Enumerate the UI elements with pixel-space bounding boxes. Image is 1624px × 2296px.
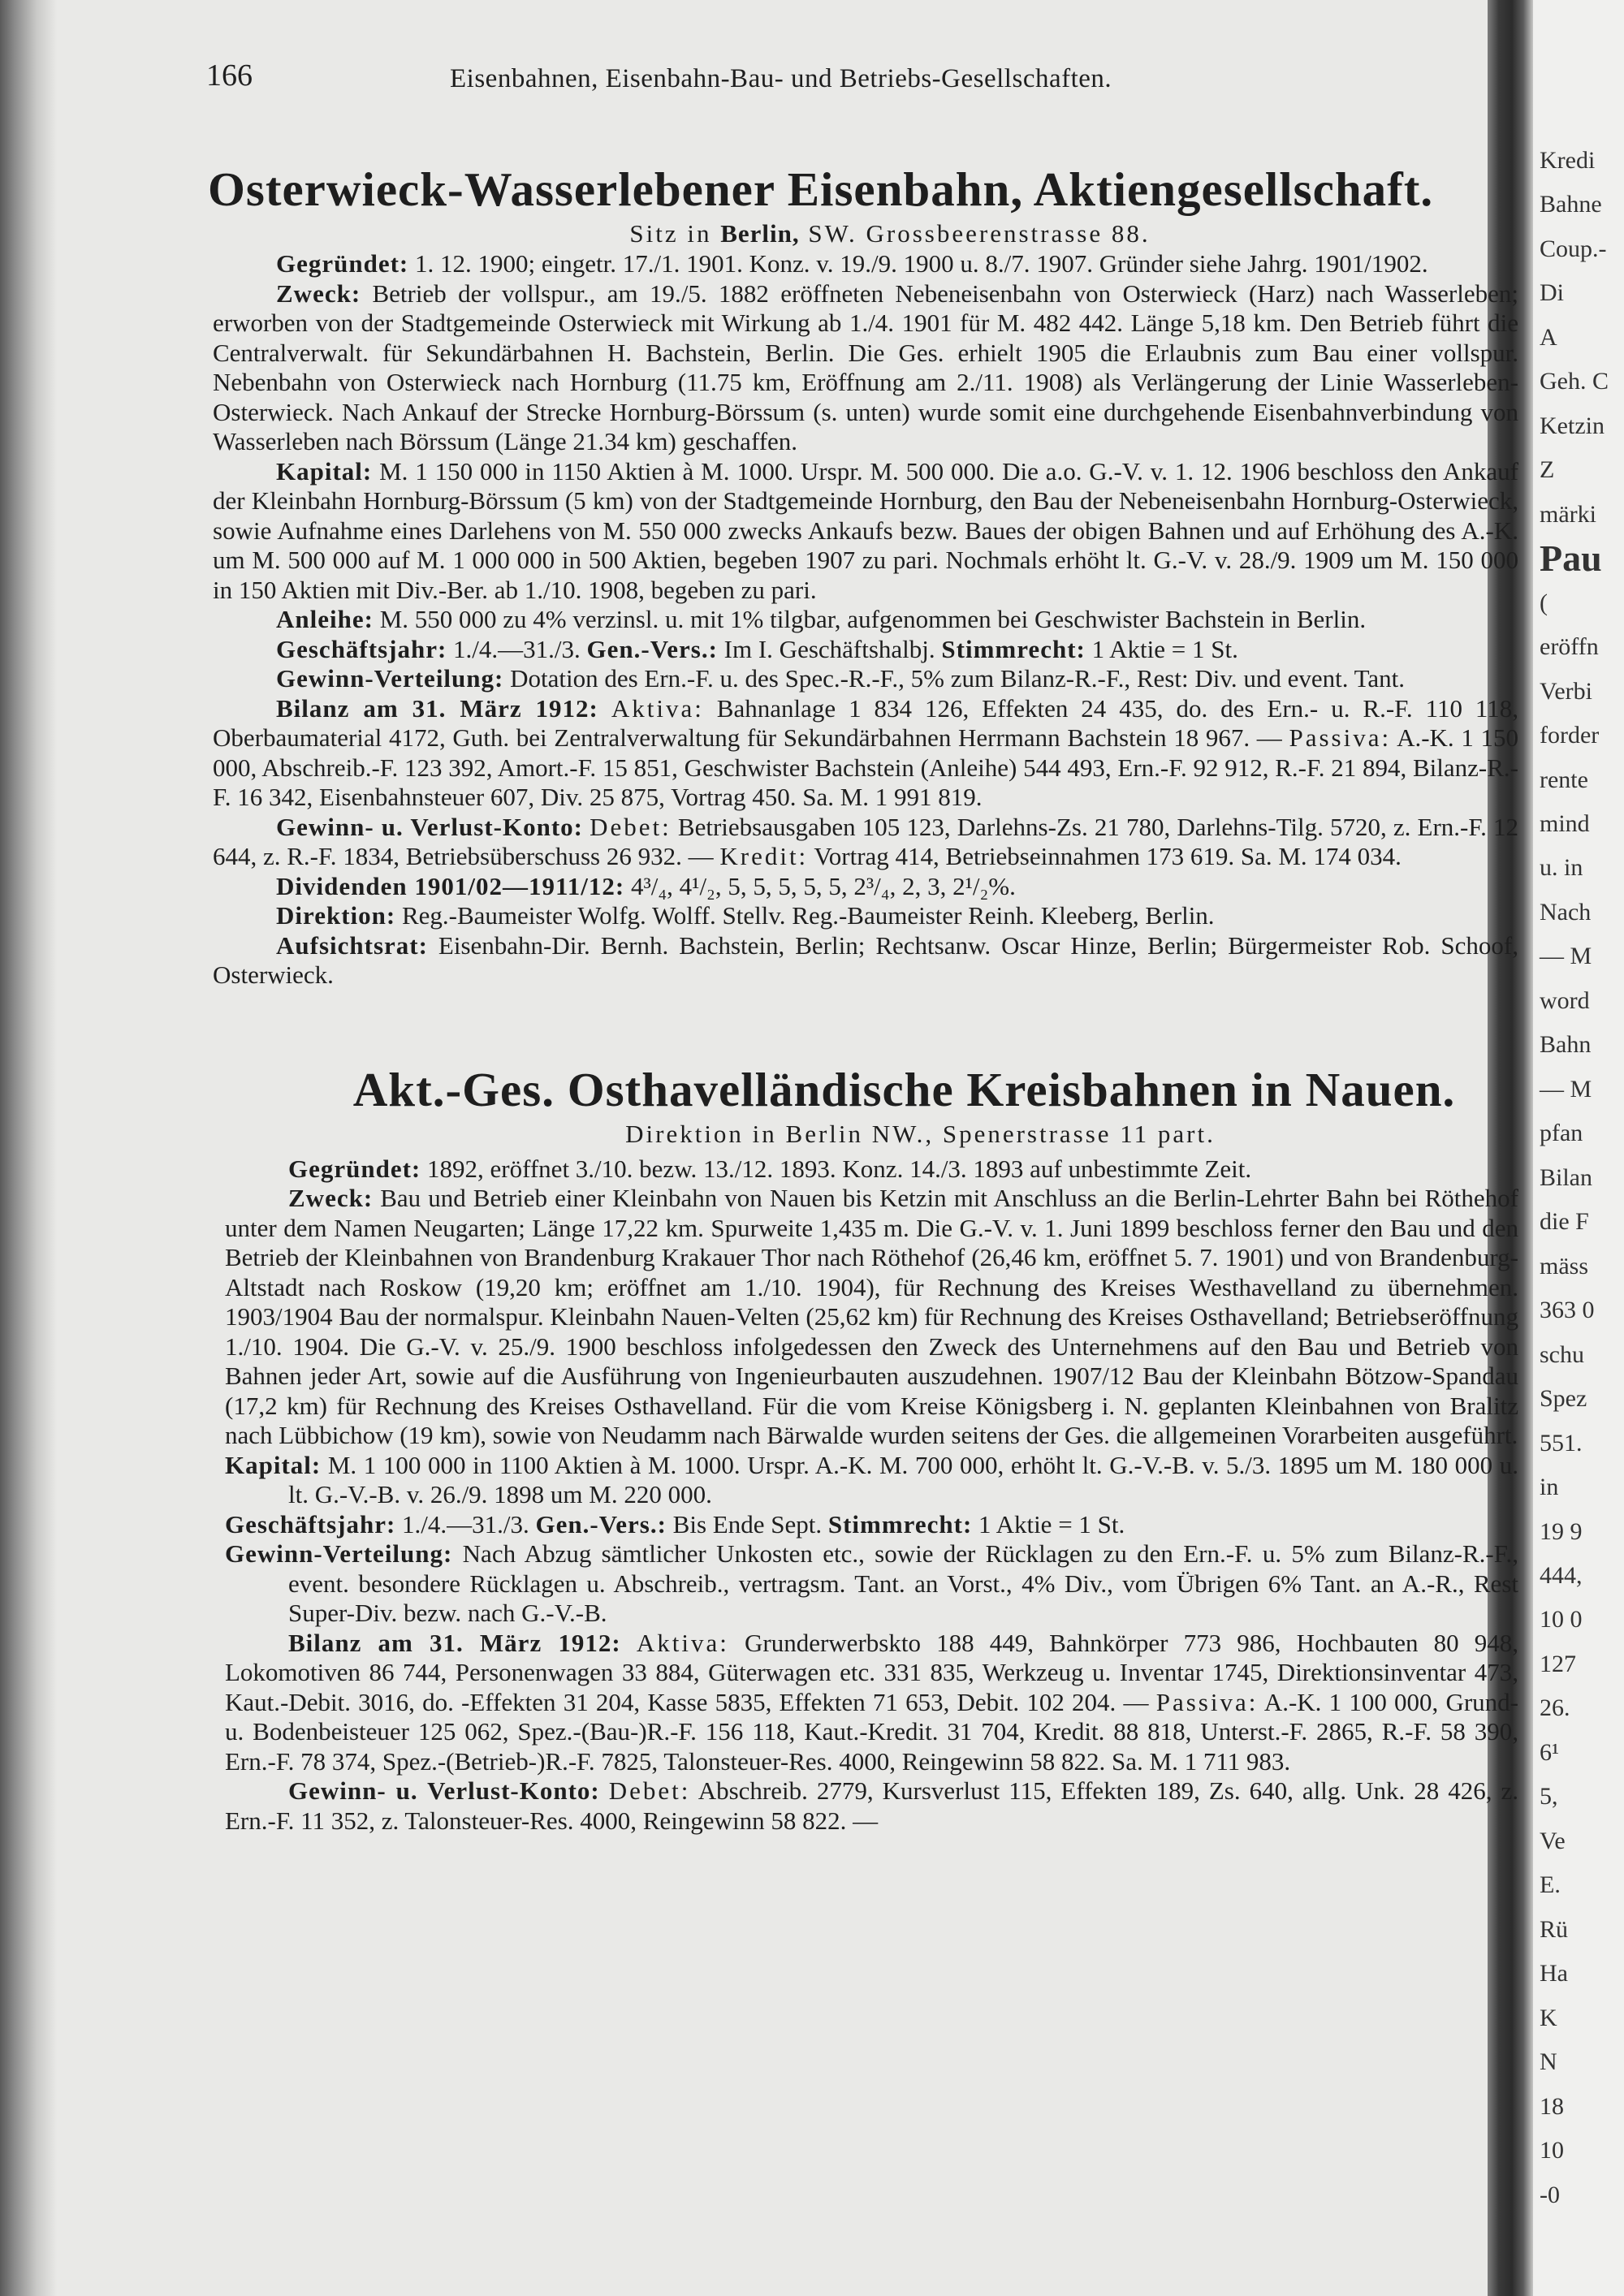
assets-label: Aktiva:: [611, 693, 704, 723]
facing-page-fragment: — M: [1540, 943, 1592, 969]
facing-page-fragment: Rü: [1540, 1916, 1569, 1943]
facing-page-fragment: Di: [1540, 279, 1564, 306]
fiscal-year-label: Geschäftsjahr:: [276, 634, 447, 663]
purpose-label: Zweck:: [288, 1184, 374, 1212]
facing-page-fragment: Ve: [1540, 1828, 1566, 1854]
profit-distribution-label: Gewinn-Verteilung:: [225, 1539, 453, 1568]
facing-page-fragment: märki: [1540, 501, 1596, 528]
supervisory-board-text: Eisenbahn-Dir. Bernh. Bachstein, Berlin; Rechtsanw. Oscar Hinze, Berlin; Bürgermeister Rob. Schoof, Osterwieck.: [213, 930, 1518, 989]
facing-page-fragment: Z: [1540, 456, 1555, 483]
facing-page-fragment: Nach: [1540, 899, 1592, 926]
company-entry-osthavelland: [225, 1060, 1518, 1836]
facing-page: [1533, 0, 1624, 2296]
running-head: [206, 58, 1518, 101]
company-title: Osterwieck-Wasserlebener Eisenbahn, Aktiengesellschaft.: [208, 162, 1434, 216]
purpose-label: Zweck:: [276, 278, 361, 308]
facing-page-fragment: 363 0: [1540, 1297, 1595, 1323]
loan-paragraph: [213, 605, 1518, 635]
facing-page-fragment: 19 9: [1540, 1518, 1583, 1545]
facing-page-fragment: die F: [1540, 1208, 1589, 1235]
balance-sheet-label: Bilanz am 31. März 1912:: [288, 1628, 621, 1657]
profit-loss-paragraph: [213, 813, 1518, 872]
facing-page-fragment: N: [1540, 2048, 1557, 2075]
profit-distribution-text: Nach Abzug sämtlicher Unkosten etc., sowie der Rücklagen zu den Ern.-F. u. 5% zum Bilanz-R.-F., event. besondere Rücklagen u. Abschreib., vertragsm. Tant. an Vorst., 4% Div., vom Übrigen 6% Tant. an A.-R., Rest Super-Div. bezw. nach G.-V.-B.: [288, 1539, 1518, 1627]
profit-loss-paragraph: [225, 1776, 1518, 1836]
debit-label: Debet:: [608, 1776, 691, 1805]
facing-page-fragment: E.: [1540, 1871, 1561, 1898]
facing-page-fragment: Bahne: [1540, 191, 1602, 218]
debit-text: Abschreib. 2779, Kursverlust 115, Effekten 189, Zs. 640, allg. Unk. 28 426, z. Ern.-F. 11 352, z. Talonsteuer-Res. 4000, Reingewinn 58 822. —: [225, 1776, 1519, 1835]
dividends-paragraph: [213, 872, 1518, 902]
purpose-paragraph: [225, 1184, 1518, 1451]
fiscal-year-paragraph: [225, 1510, 1518, 1540]
profit-loss-label: Gewinn- u. Verlust-Konto:: [276, 812, 583, 841]
liabilities-text: A.-K. 1 100 000, Grund- u. Bodenbeisteuer 125 062, Spez.-(Bau-)R.-F. 156 118, Kaut.-Kredit. 31 704, Kredit. 88 818, Unterst.-F. 2865, R.-F. 58 390, Ern.-F. 78 374, Spez.-(Betrieb-)R.-F. 7825, Talonsteuer-Res. 4000, Reingewinn 58 822. Sa. M. 1 711 983.: [225, 1687, 1518, 1776]
supervisory-board-paragraph: [213, 931, 1518, 990]
profit-distribution-paragraph: [225, 1539, 1518, 1629]
voting-right-label: Stimmrecht:: [941, 634, 1086, 663]
liabilities-label: Passiva:: [1155, 1687, 1259, 1716]
general-meeting-text: Im I. Geschäftshalbj.: [723, 634, 935, 663]
liabilities-text: A.-K. 1 150 000, Abschreib.-F. 123 392, Amort.-F. 15 851, Geschwister Bachstein (Anleihe) 544 493, Ern.-F. 92 912, R.-F. 21 894, Bilanz-R.-F. 16 342, Eisenbahnsteuer 607, Div. 25 875, Vortrag 450. Sa. M. 1 991 819.: [213, 723, 1518, 811]
seat-prefix: Sitz in: [629, 219, 712, 248]
capital-text: M. 1 150 000 in 1150 Aktien à M. 1000. Urspr. M. 500 000. Die a.o. G.-V. v. 1. 12. 1906 beschloss den Ankauf der Kleinbahn Hornburg-Börssum (5 km) von der Stadtgemeinde Hornburg, den Bau der Nebeneisenbahn Hornburg-Osterwieck, sowie Aufnahme eines Darlehens von M. 550 000 zwecks Ankaufs bezw. Baues der obigen Bahnen und auf Erhöhung des A.-K. um M. 500 000 auf M. 1 000 000 in 500 Aktien, begeben 1907 zu pari. Nochmals erhöht lt. G.-V. v. 28./9. 1909 um M. 150 000 in 150 Aktien mit Div.-Ber. ab 1./10. 1908, begeben zu pari.: [213, 456, 1518, 604]
credit-text: Vortrag 414, Betriebseinnahmen 173 619. Sa. M. 174 034.: [814, 842, 1402, 870]
facing-page-fragment: pfan: [1540, 1120, 1583, 1146]
facing-page-fragment: — M: [1540, 1076, 1592, 1103]
purpose-text: Betrieb der vollspur., am 19./5. 1882 eröffneten Nebeneisenbahn von Osterwieck (Harz) nach Wasserleben; erworben von der Stadtgemeinde Osterwieck mit Wirkung ab 1./4. 1901 für M. 482 442. Länge 5,18 km. Den Betrieb führt die Centralverwalt. für Sekundärbahnen H. Bachstein, Berlin. Die Ges. erhielt 1905 die Erlaubnis zum Bau einer vollspur. Nebenbahn von Osterwieck nach Hornburg (11.75 km, Eröffnung am 2./11. 1908) als Verlängerung der Linie Wasserleben-Osterwieck. Nach Ankauf der Strecke Hornburg-Börssum (s. unten) wurde somit eine durchgehende Eisenbahnverbindung von Wasserleben nach Börssum (Länge 21.34 km) geschaffen.: [213, 278, 1518, 455]
facing-page-fragment: 127: [1540, 1651, 1576, 1677]
facing-page-fragment: 444,: [1540, 1562, 1583, 1589]
loan-text: M. 550 000 zu 4% verzinsl. u. mit 1% tilgbar, aufgenommen bei Geschwister Bachstein in Berlin.: [379, 605, 1367, 633]
company-entry-osterwieck: [208, 160, 1519, 990]
profit-distribution-paragraph: [213, 664, 1518, 694]
purpose-paragraph: [213, 279, 1518, 457]
facing-page-fragment: Verbi: [1540, 678, 1592, 705]
general-meeting-text: Bis Ende Sept.: [672, 1509, 823, 1539]
facing-page-fragment: 18: [1540, 2093, 1564, 2120]
facing-page-fragment: 10 0: [1540, 1606, 1583, 1633]
fiscal-year-label: Geschäftsjahr:: [225, 1509, 396, 1539]
liabilities-label: Passiva:: [1289, 723, 1392, 752]
facing-page-fragment: Bahn: [1540, 1031, 1592, 1058]
founded-label: Gegründet:: [288, 1154, 421, 1183]
assets-text: Grunderwerbskto 188 449, Bahnkörper 773 986, Hochbauten 80 948, Lokomotiven 86 744, Personenwagen 33 884, Güterwagen etc. 331 835, Werkzeug u. Inventar 1745, Direktionsinventar 473, Kaut.-Debit. 3016, do. -Effekten 31 204, Kasse 5835, Effekten 71 653, Debit. 102 204. —: [225, 1628, 1519, 1716]
facing-page-fragment: rente: [1540, 766, 1588, 793]
debit-text: Betriebsausgaben 105 123, Darlehns-Zs. 21 780, Darlehns-Tilg. 5720, z. Ern.-F. 12 644, z. R.-F. 1834, Betriebsüberschuss 26 932. —: [213, 812, 1519, 870]
fiscal-year-paragraph: [213, 635, 1518, 665]
dividends-label: Dividenden 1901/02—1911/12:: [276, 871, 625, 900]
loan-label: Anleihe:: [276, 605, 374, 633]
capital-text: M. 1 100 000 in 1100 Aktien à M. 1000. Urspr. A.-K. M. 700 000, erhöht lt. G.-V.-B. v. 5./3. 1895 um M. 180 000 u. lt. G.-V.-B. v. 26./9. 1898 um M. 220 000.: [288, 1450, 1519, 1508]
balance-sheet-paragraph: [213, 694, 1518, 813]
supervisory-board-label: Aufsichtsrat:: [276, 930, 428, 960]
founded-paragraph: [213, 249, 1518, 279]
founded-text: 1. 12. 1900; eingetr. 17./1. 1901. Konz. v. 19./9. 1900 u. 8./7. 1907. Gründer siehe Jahrg. 1901/1902.: [415, 249, 1428, 278]
founded-paragraph: [225, 1154, 1518, 1185]
voting-right-text: 1 Aktie = 1 St.: [978, 1509, 1125, 1539]
facing-page-fragment: mind: [1540, 810, 1590, 837]
page-content: [206, 58, 1519, 1836]
facing-page-fragment: 551.: [1540, 1430, 1583, 1457]
facing-page-fragment: 26.: [1540, 1694, 1570, 1721]
company-title: Akt.-Ges. Osthavelländische Kreisbahnen in Nauen.: [352, 1062, 1456, 1116]
capital-label: Kapital:: [276, 456, 373, 486]
fiscal-year-text: 1./4.—31./3.: [453, 634, 581, 663]
facing-page-fragment: Spez: [1540, 1385, 1587, 1412]
assets-label: Aktiva:: [636, 1628, 729, 1657]
facing-page-fragment: Ha: [1540, 1960, 1568, 1987]
profit-loss-label: Gewinn- u. Verlust-Konto:: [288, 1776, 600, 1805]
facing-page-fragment: 5,: [1540, 1783, 1558, 1810]
facing-page-fragment: Pau: [1540, 537, 1602, 579]
capital-label: Kapital:: [225, 1450, 322, 1479]
facing-page-fragment: u. in: [1540, 854, 1583, 881]
running-title: Eisenbahnen, Eisenbahn-Bau- und Betriebs-Gesellschaften.: [450, 64, 1112, 93]
facing-page-fragment: Coup.-: [1540, 235, 1607, 262]
facing-page-fragment: A: [1540, 324, 1557, 351]
facing-page-fragment: schu: [1540, 1341, 1584, 1368]
facing-page-fragment: Geh. C: [1540, 368, 1609, 395]
facing-page-fragment: forder: [1540, 722, 1600, 749]
general-meeting-label: Gen.-Vers.:: [535, 1509, 667, 1539]
facing-page-fragment: mäss: [1540, 1253, 1588, 1280]
credit-label: Kredit:: [719, 842, 809, 870]
profit-distribution-text: Dotation des Ern.-F. u. des Spec.-R.-F., 5% zum Bilanz-R.-F., Rest: Div. und event. Tant.: [510, 664, 1406, 693]
founded-label: Gegründet:: [276, 249, 409, 278]
company-directorate: Direktion in Berlin NW., Spenerstrasse 11 part.: [625, 1119, 1216, 1148]
fiscal-year-text: 1./4.—31./3.: [402, 1509, 529, 1539]
facing-page-fragment: Ketzin: [1540, 412, 1605, 439]
facing-page-fragment: Bilan: [1540, 1164, 1592, 1191]
founded-text: 1892, eröffnet 3./10. bezw. 13./12. 1893. Konz. 14./3. 1893 auf unbestimmte Zeit.: [427, 1154, 1252, 1183]
facing-page-fragment: (: [1540, 589, 1548, 616]
facing-page-fragment: 6¹: [1540, 1739, 1559, 1766]
facing-page-fragment: -0: [1540, 2182, 1560, 2208]
general-meeting-label: Gen.-Vers.:: [586, 634, 718, 663]
purpose-text: Bau und Betrieb einer Kleinbahn von Nauen bis Ketzin mit Anschluss an die Berlin-Lehrter Bahn bei Röthehof unter dem Namen Neugarten; Länge 17,22 km. Spurweite 1,435 m. Die G.-V. v. 1. Juni 1899 beschloss ferner den Bau und den Betrieb der Kleinbahnen von Brandenburg Krakauer Thor nach Röthehof (26,46 km, eröffnet 5. 7. 1901) und von Brandenburg-Altstadt nach Roskow (19,20 km; eröffnet am 1./10. 1904), für Rechnung des Kreises Westhavelland zu übernehmen. 1903/1904 Bau der normalspur. Kleinbahn Nauen-Velten (25,62 km) für Rechnung des Kreises Osthavelland; Betriebseröffnung 1./10. 1904. Die G.-V. v. 25./9. 1900 beschloss infolgedessen den Zweck des Unternehmens auf den Bau und Betrieb von Bahnen jeder Art, sowie auf die Ausführung von Ingenieurbauten auszudehnen. 1907/12 Bau der Kleinbahn Bötzow-Spandau (17,2 km) für Rechnung des Kreises Osthavelland. Für die vom Kreise Königsberg i. N. geplanten Kleinbahnen von Bralitz nach Lübbichow (19 km), sowie von Neudamm nach Bärwalde wurden seitens der Ges. die allgemeinen Vorarbeiten ausgeführt.: [225, 1184, 1518, 1449]
company-seat: [261, 218, 1518, 249]
voting-right-text: 1 Aktie = 1 St.: [1091, 634, 1238, 663]
seat-city: Berlin,: [720, 219, 800, 248]
facing-page-fragment: K: [1540, 2005, 1557, 2031]
dividends-text: 4³/₄, 4¹/₂, 5, 5, 5, 5, 5, 2³/₄, 2, 3, 2¹/₂%.: [630, 871, 1016, 900]
management-paragraph: [213, 901, 1518, 931]
facing-page-fragment: 10: [1540, 2137, 1564, 2164]
balance-sheet-label: Bilanz am 31. März 1912:: [276, 693, 598, 723]
debit-label: Debet:: [590, 812, 672, 841]
management-label: Direktion:: [276, 901, 396, 930]
assets-text: Bahnanlage 1 834 126, Effekten 24 435, do. des Ern.- u. R.-F. 110 118, Oberbaumaterial 4172, Guth. bei Zentralverwaltung für Sekundärbahnen Herrmann Bachstein 18 967. —: [213, 693, 1519, 752]
management-text: Reg.-Baumeister Wolfg. Wolff. Stellv. Reg.-Baumeister Reinh. Kleeberg, Berlin.: [401, 901, 1215, 930]
page-number: 166: [206, 58, 253, 93]
voting-right-label: Stimmrecht:: [827, 1509, 973, 1539]
facing-page-fragment: Kredi: [1540, 147, 1596, 174]
profit-distribution-label: Gewinn-Verteilung:: [276, 664, 504, 693]
capital-paragraph: [225, 1451, 1518, 1510]
seat-address: SW. Grossbeerenstrasse 88.: [808, 219, 1151, 248]
balance-sheet-paragraph: [225, 1629, 1518, 1777]
scan-left-edge: [0, 0, 57, 2296]
capital-paragraph: [213, 457, 1518, 606]
facing-page-fragment: word: [1540, 987, 1590, 1014]
facing-page-fragment: eröffn: [1540, 633, 1599, 660]
facing-page-fragment: in: [1540, 1474, 1559, 1500]
